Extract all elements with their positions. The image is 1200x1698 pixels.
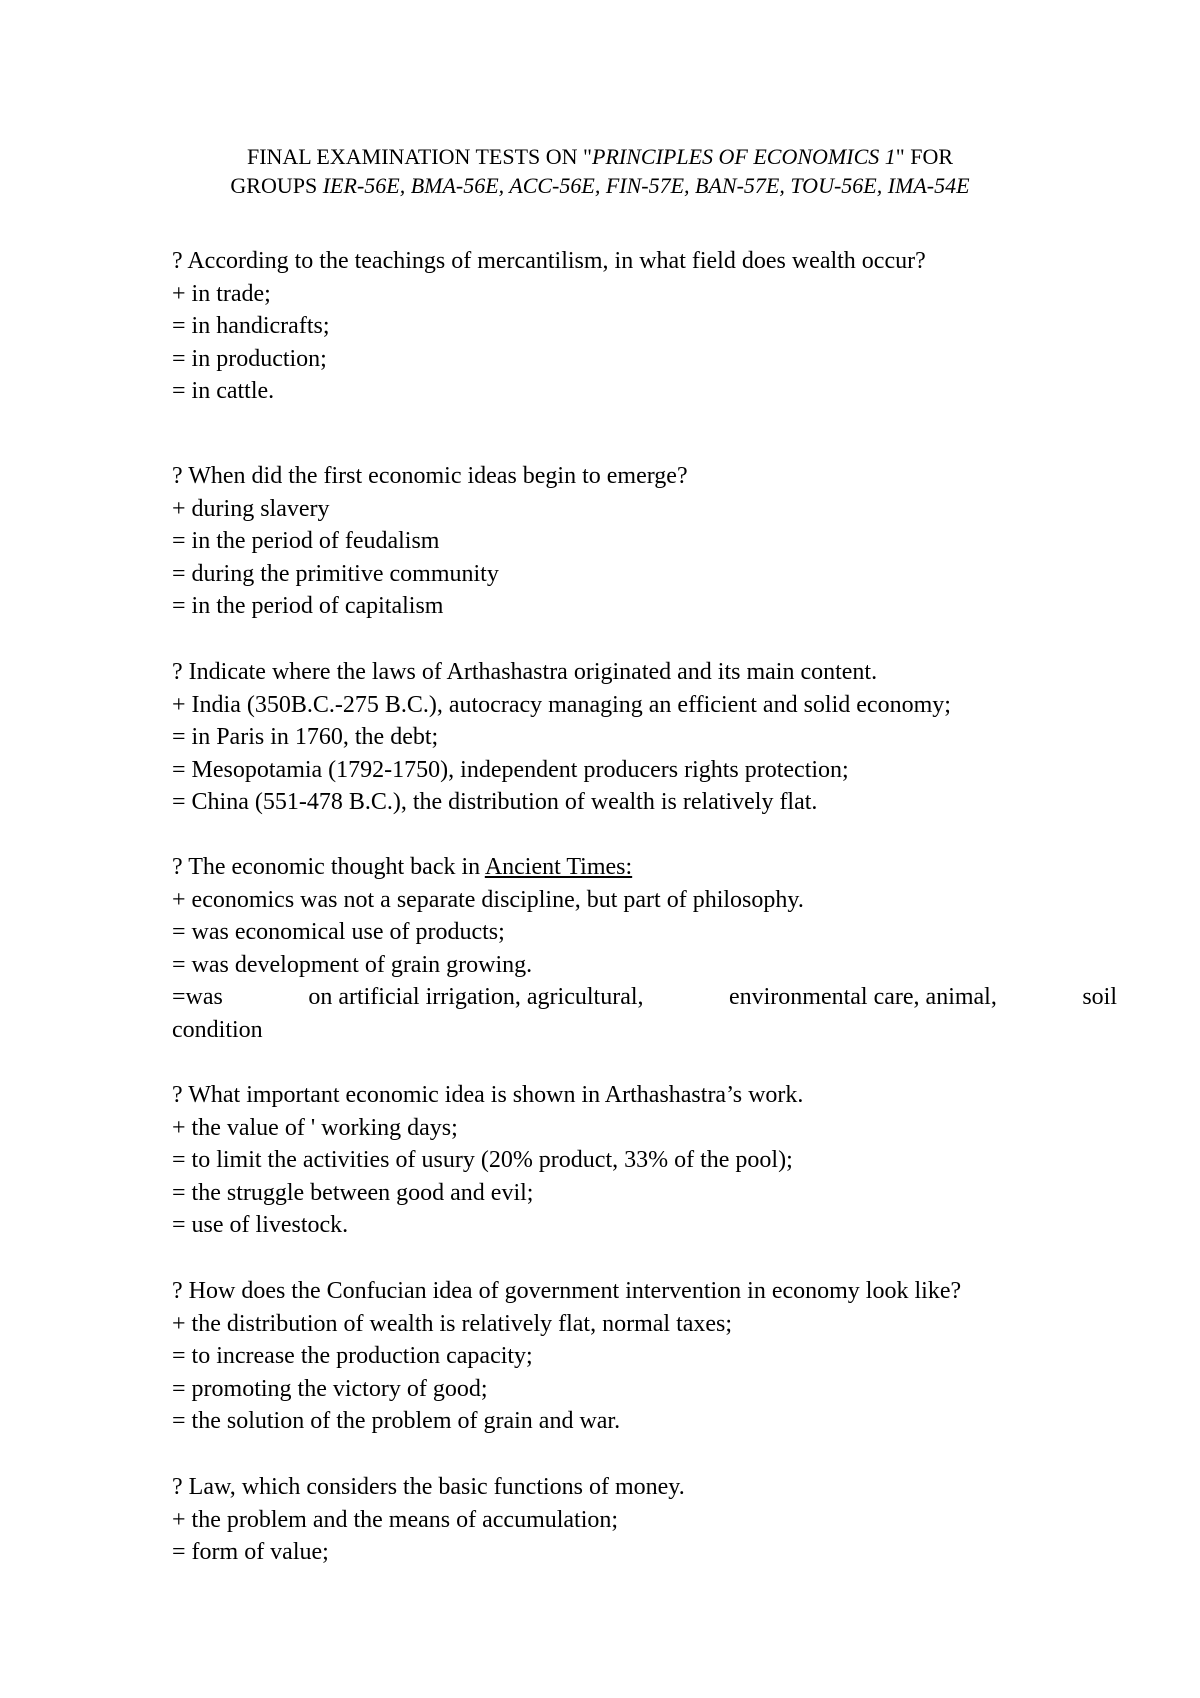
question-text: ? When did the first economic ideas begin to emerge?	[172, 463, 688, 489]
course-name: PRINCIPLES OF ECONOMICS 1	[592, 144, 896, 169]
answer-option: = the struggle between good and evil;	[172, 1179, 534, 1206]
question-block-5	[172, 1079, 1117, 1242]
exam-title-line-1	[0, 142, 1200, 172]
answer-option: = to limit the activities of usury (20% product, 33% of the pool);	[172, 1147, 793, 1174]
answer-option: = form of value;	[172, 1539, 329, 1566]
answer-option: = the solution of the problem of grain and war.	[172, 1408, 621, 1435]
answer-option: = Mesopotamia (1792-1750), independent producers rights protection;	[172, 756, 849, 783]
answer-option: = in production;	[172, 345, 327, 372]
answer-continuation: condition	[172, 1016, 263, 1043]
answer-correct: + India (350B.C.-275 B.C.), autocracy managing an efficient and solid economy;	[172, 691, 951, 718]
question-text: ? According to the teachings of mercantilism, in what field does wealth occur?	[172, 248, 926, 274]
answer-option: = to increase the production capacity;	[172, 1343, 533, 1370]
answer-correct: + the problem and the means of accumulation;	[172, 1506, 619, 1533]
question-block-2	[172, 460, 1117, 623]
answer-option: = promoting the victory of good;	[172, 1375, 488, 1402]
question-text: ? Indicate where the laws of Arthashastra originated and its main content.	[172, 659, 878, 685]
answer-option: = in the period of capitalism	[172, 593, 444, 620]
answer-correct: + economics was not a separate discipline, but part of philosophy.	[172, 886, 804, 913]
justified-word: soil	[1082, 984, 1117, 1011]
answer-option: = in Paris in 1760, the debt;	[172, 724, 439, 751]
groups-list: IER-56E, BMA-56E, ACC-56E, FIN-57E, BAN-57E, TOU-56E, IMA-54E	[322, 173, 970, 198]
question-block-6	[172, 1275, 1117, 1438]
justified-word: environmental care, animal,	[728, 984, 997, 1011]
exam-title-line-2	[0, 171, 1200, 201]
answer-correct: + the distribution of wealth is relatively flat, normal taxes;	[172, 1310, 733, 1337]
question-text-prefix: ? The economic thought back in	[172, 854, 485, 880]
justified-word: on artificial irrigation, agricultural,	[308, 984, 644, 1011]
answer-correct: + during slavery	[172, 495, 330, 522]
question-block-7	[172, 1471, 1117, 1569]
answer-option: = during the primitive community	[172, 560, 499, 587]
question-text: ? What important economic idea is shown in Arthashastra’s work.	[172, 1082, 804, 1108]
answer-option: = was development of grain growing.	[172, 951, 533, 978]
question-block-3	[172, 656, 1117, 819]
title-prefix: FINAL EXAMINATION TESTS ON "	[246, 144, 593, 169]
groups-label: GROUPS	[230, 173, 323, 198]
answer-option: = in the period of feudalism	[172, 528, 440, 555]
justified-word: =was	[172, 984, 223, 1011]
answer-option: = was economical use of products;	[172, 919, 505, 946]
answer-correct: + the value of ' working days;	[172, 1114, 458, 1141]
question-block-4	[172, 851, 1117, 1047]
answer-option: = in handicrafts;	[172, 313, 330, 340]
answer-option: = in cattle.	[172, 378, 275, 405]
title-suffix: " FOR	[895, 144, 954, 169]
answer-option: = China (551-478 B.C.), the distribution of wealth is relatively flat.	[172, 789, 818, 816]
question-text	[172, 851, 1117, 884]
question-text: ? How does the Confucian idea of government intervention in economy look like?	[172, 1278, 962, 1304]
question-underlined-term: Ancient Times:	[484, 854, 633, 880]
question-block-1	[172, 245, 1117, 408]
answer-option-justified	[172, 981, 1117, 1014]
question-text: ? Law, which considers the basic functions of money.	[172, 1474, 685, 1500]
answer-correct: + in trade;	[172, 280, 271, 307]
answer-option: = use of livestock.	[172, 1212, 349, 1239]
